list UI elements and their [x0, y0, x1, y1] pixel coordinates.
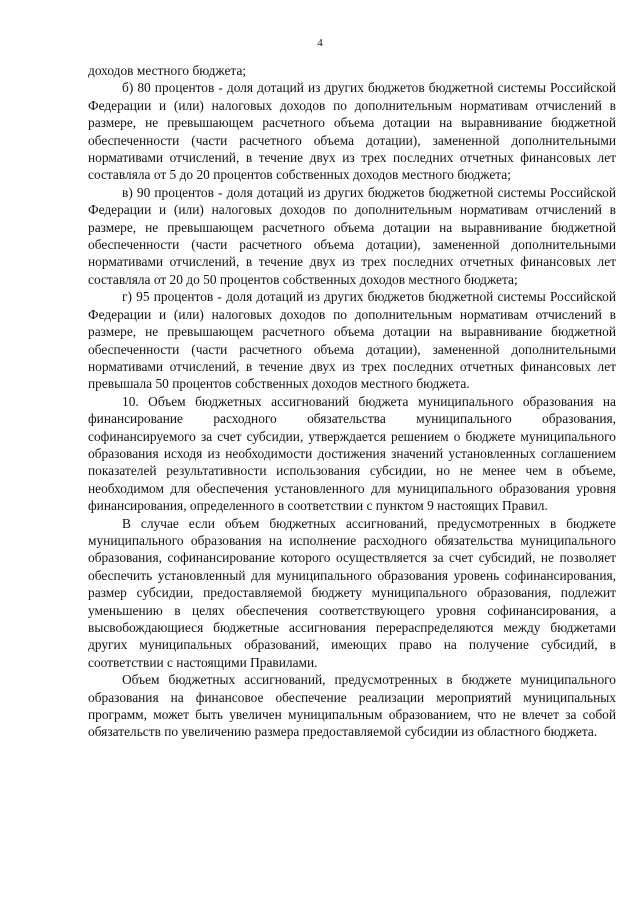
document-body: [88, 62, 616, 741]
paragraph-reduction-case: В случае если объем бюджетных ассигнований, предусмотренных в бюджете муниципального образования на исполнение расходного обязательства муниципального образования, софинансирование которого осуществляется за счет субсидий, не позволяет обеспечить установленный для муниципального образования уровень софинансирования, размер субсидии, предоставляемой бюджету муниципального образования, подлежит уменьшению в целях обеспечения соответствующего уровня софинансирования, а высвобождающиеся бюджетные ассигнования перераспределяются между бюджетами других муниципальных образований, имеющих право на получение субсидий, в соответствии с настоящими Правилами.: [88, 515, 616, 670]
paragraph-clause-10: 10. Объем бюджетных ассигнований бюджета муниципального образования на финансирование расходного обязательства муниципального образования, софинансируемого за счет субсидии, утверждается решением о бюджете муниципального образования исходя из необходимости достижения значений установленных соглашением показателей результативности использования субсидии, но не менее чем в объеме, необходимом для обеспечения установленного для муниципального образования уровня финансирования, определенного в соответствии с пунктом 9 настоящих Правил.: [88, 393, 616, 514]
paragraph-item-g: г) 95 процентов - доля дотаций из других бюджетов бюджетной системы Российской Федерации и (или) налоговых доходов по дополнительным нормативам отчислений в размере, не превышающем расчетного объема дотации на выравнивание бюджетной обеспеченности (части расчетного объема дотации), замененной дополнительными нормативами отчислений, в течение двух из трех последних отчетных финансовых лет превышала 50 процентов собственных доходов местного бюджета.: [88, 289, 616, 392]
paragraph-budget-increase: Объем бюджетных ассигнований, предусмотренных в бюджете муниципального образования на финансовое обеспечение реализации мероприятий муниципальных программ, может быть увеличен муниципальным образованием, что не влечет за собой обязательств по увеличению размера предоставляемой субсидии из областного бюджета.: [88, 672, 616, 740]
page-number: 4: [317, 37, 323, 49]
paragraph-item-b: б) 80 процентов - доля дотаций из других бюджетов бюджетной системы Российской Федерации и (или) налоговых доходов по дополнительным нормативам отчислений в размере, не превышающем расчетного объема дотации на выравнивание бюджетной обеспеченности (части расчетного объема дотации), замененной дополнительными нормативами отчислений, в течение двух из трех последних отчетных финансовых лет составляла от 5 до 20 процентов собственных доходов местного бюджета;: [88, 80, 616, 183]
paragraph-continuation: доходов местного бюджета;: [88, 63, 247, 78]
paragraph-item-v: в) 90 процентов - доля дотаций из других бюджетов бюджетной системы Российской Федерации и (или) налоговых доходов по дополнительным нормативам отчислений в размере, не превышающем расчетного объема дотации на выравнивание бюджетной обеспеченности (части расчетного объема дотации), замененной дополнительными нормативами отчислений, в течение двух из трех последних отчетных финансовых лет составляла от 20 до 50 процентов собственных доходов местного бюджета;: [88, 184, 616, 287]
